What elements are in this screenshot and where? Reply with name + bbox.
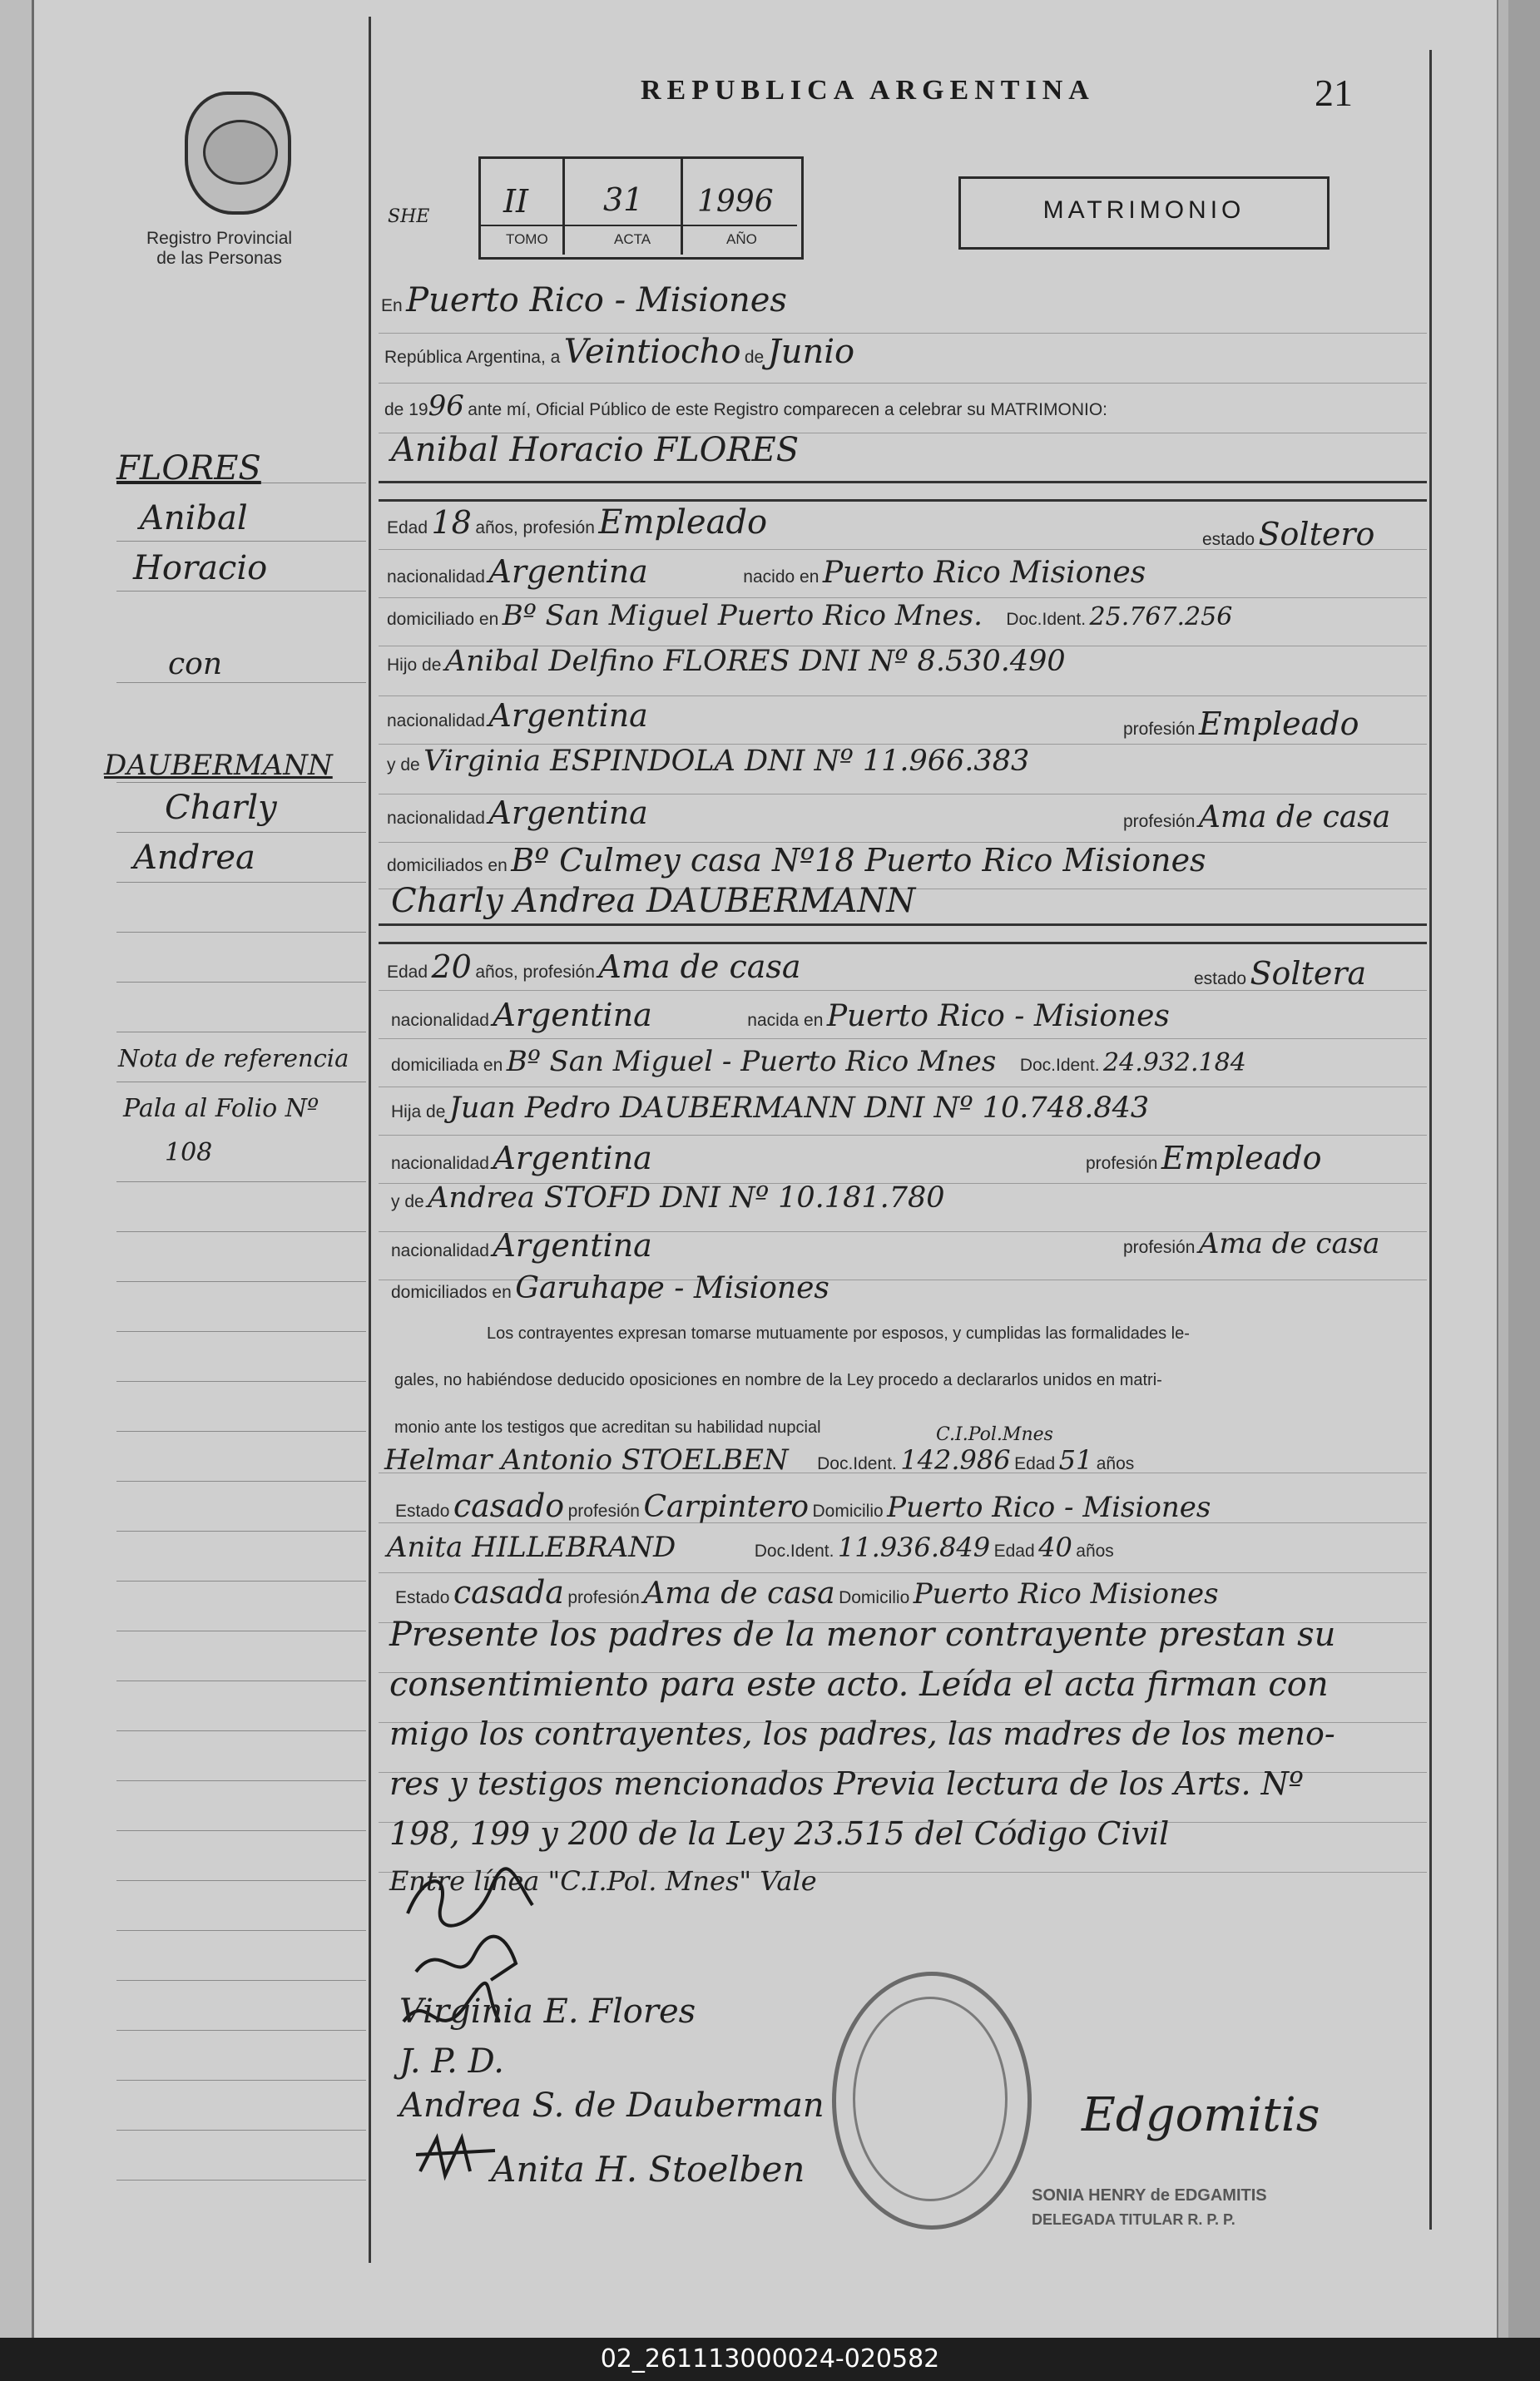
binding xyxy=(1508,0,1540,2338)
witness2-age: 40 xyxy=(1038,1532,1072,1563)
registry-line2: de las Personas xyxy=(156,249,282,268)
line-groom-father xyxy=(387,645,1066,678)
month-value: Junio xyxy=(767,333,855,371)
body-rule-line xyxy=(379,923,1427,926)
observations-line1: Presente los padres de la menor contrayente prestan su xyxy=(389,1616,1336,1654)
witness2-profession: Ama de casa xyxy=(643,1577,835,1611)
witness1-doc: 142.986 xyxy=(900,1444,1011,1476)
margin-rule-line xyxy=(116,1980,366,1981)
doc-ident-label: Doc.Ident. xyxy=(817,1454,897,1473)
en-label: En xyxy=(381,296,403,315)
hija-label: Hija de xyxy=(391,1102,446,1121)
margin-rule-line xyxy=(116,1730,366,1731)
body-rule-line xyxy=(379,383,1427,384)
margin-rule-line xyxy=(116,541,366,542)
margin-rule-line xyxy=(116,1780,366,1781)
y-de-label: y de xyxy=(387,755,420,775)
observations-line4: res y testigos mencionados Previa lectura de los Arts. Nº xyxy=(389,1765,1304,1802)
footer-bar xyxy=(0,2338,1540,2381)
edad-label: Edad xyxy=(993,1542,1035,1561)
de-label: de xyxy=(744,348,765,367)
witness1-doc-type: C.I.Pol.Mnes xyxy=(936,1424,1053,1445)
bride-father-nationality: Argentina xyxy=(493,1140,652,1176)
margin-rule-line xyxy=(116,682,366,683)
anos-profesion-label: años, profesión xyxy=(475,963,595,982)
margin-con: con xyxy=(168,647,223,681)
appear-text: ante mí, Oficial Público de este Registro comparecen a celebrar su MATRIMONIO: xyxy=(468,400,1108,419)
margin-rule-line xyxy=(116,882,366,883)
anos-label: años xyxy=(1076,1542,1114,1561)
binding-edge xyxy=(1497,0,1508,2338)
bride-mother-nationality: Argentina xyxy=(493,1227,652,1264)
doc-ident-label: Doc.Ident. xyxy=(754,1542,834,1561)
signature-anita: Anita H. Stoelben xyxy=(491,2149,805,2190)
body-rule-line xyxy=(379,499,1427,502)
line-bride-age xyxy=(387,948,801,985)
line-groom-age xyxy=(387,503,767,542)
signature-andrea: Andrea S. de Dauberman xyxy=(399,2086,824,2125)
witness2-name: Anita HILLEBRAND xyxy=(387,1531,676,1564)
provincial-seal-icon xyxy=(185,92,291,215)
groom-mother-profession: Ama de casa xyxy=(1198,800,1391,834)
day-value: Veintiocho xyxy=(563,333,741,371)
year-prefix: de 19 xyxy=(384,400,428,419)
groom-doc: 25.767.256 xyxy=(1089,602,1233,631)
margin-rule-line xyxy=(116,1930,366,1931)
groom-nationality: Argentina xyxy=(488,553,648,590)
bride-father-profession: Empleado xyxy=(1161,1140,1322,1176)
registry-name xyxy=(146,229,292,269)
nacionalidad-label: nacionalidad xyxy=(391,1241,489,1260)
line-witness1-details xyxy=(395,1488,1211,1524)
line-bride-parents-address xyxy=(391,1271,829,1305)
observations-line3: migo los contrayentes, los padres, las madres de los meno- xyxy=(389,1715,1335,1752)
margin-rule-line xyxy=(116,1581,366,1582)
groom-father-profession: Empleado xyxy=(1198,705,1359,742)
nacionalidad-label: nacionalidad xyxy=(391,1011,489,1030)
line-groom-status xyxy=(1202,516,1374,552)
margin-rule-line xyxy=(116,1830,366,1831)
footer-code: 02_261113000024-020582 xyxy=(600,2344,940,2374)
line-groom-mother-prof xyxy=(1123,800,1390,834)
margin-rule-line xyxy=(116,932,366,933)
margin-rule-line xyxy=(116,1431,366,1432)
margin-rule xyxy=(369,17,371,2263)
margin-bride-surname: DAUBERMANN xyxy=(104,749,333,782)
margin-rule-line xyxy=(116,1531,366,1532)
box-divider xyxy=(562,156,565,255)
witness1-address: Puerto Rico - Misiones xyxy=(887,1491,1211,1524)
ano-value: 1996 xyxy=(697,185,774,219)
body-rule-line xyxy=(379,1038,1427,1039)
legal-line1: Los contrayentes expresan tomarse mutuamente por esposos, y cumplidas las formalidades le- xyxy=(487,1324,1190,1343)
box-divider xyxy=(681,156,683,255)
margin-rule-line xyxy=(116,982,366,983)
estado-label: Estado xyxy=(395,1588,450,1607)
groom-address: Bº San Miguel Puerto Rico Mnes. xyxy=(502,599,983,632)
line-bride-mother-prof xyxy=(1123,1227,1379,1260)
groom-father-nationality: Argentina xyxy=(488,697,648,734)
line-bride-status xyxy=(1194,955,1366,992)
line-groom-father-nat xyxy=(387,697,648,734)
signature-2 xyxy=(416,1937,516,1980)
profesion-label: profesión xyxy=(567,1588,640,1607)
bride-mother-profession: Ama de casa xyxy=(1198,1227,1380,1260)
nacionalidad-label: nacionalidad xyxy=(391,1154,489,1173)
legal-line2: gales, no habiéndose deducido oposiciones en nombre de la Ley procedo a declararlos unidos en matri- xyxy=(394,1371,1162,1389)
body-rule-line xyxy=(379,942,1427,944)
place-value: Puerto Rico - Misiones xyxy=(406,281,787,319)
legal-line3: monio ante los testigos que acreditan su habilidad nupcial xyxy=(394,1418,821,1437)
margin-rule-line xyxy=(116,591,366,592)
registry-line1: Registro Provincial xyxy=(146,229,293,248)
acta-value: 31 xyxy=(603,181,644,218)
anos-label: años xyxy=(1096,1454,1135,1473)
line-witness1 xyxy=(384,1443,1134,1477)
observations-line2: consentimiento para este acto. Leída el acta firman con xyxy=(389,1666,1329,1704)
domicilio-label: Domicilio xyxy=(839,1588,910,1607)
margin-bride-name1: Charly xyxy=(165,789,277,827)
acta-label: ACTA xyxy=(614,231,651,247)
hijo-label: Hijo de xyxy=(387,656,442,675)
estado-label: estado xyxy=(1202,530,1255,549)
witness1-age: 51 xyxy=(1058,1444,1093,1476)
margin-rule-line xyxy=(116,832,366,833)
year-value: 96 xyxy=(428,389,464,423)
observations-line5: 198, 199 y 200 de la Ley 23.515 del Código Civil xyxy=(389,1815,1170,1852)
doc-ident-label: Doc.Ident. xyxy=(1019,1056,1100,1075)
line-bride-mother xyxy=(391,1181,945,1215)
bride-parents-address: Garuhape - Misiones xyxy=(515,1271,829,1305)
edad-label: Edad xyxy=(387,518,428,537)
edad-label: Edad xyxy=(387,963,428,982)
nacionalidad-label: nacionalidad xyxy=(387,567,485,587)
witness2-doc: 11.936.849 xyxy=(837,1532,991,1563)
margin-rule-line xyxy=(116,1281,366,1282)
nacionalidad-label: nacionalidad xyxy=(387,809,485,828)
margin-groom-name1: Anibal xyxy=(140,499,248,537)
margin-rule-line xyxy=(116,1181,366,1182)
nacida-label: nacida en xyxy=(747,1011,824,1030)
official-name: SONIA HENRY de EDGAMITIS xyxy=(1032,2186,1267,2205)
groom-age: 18 xyxy=(431,504,472,541)
margin-rule-line xyxy=(116,2030,366,2031)
doc-ident-label: Doc.Ident. xyxy=(1006,610,1087,629)
edad-label: Edad xyxy=(1014,1454,1056,1473)
body-rule-line xyxy=(379,695,1427,696)
official-signature: Edgomitis xyxy=(1082,2088,1320,2142)
stamp-inner-ring xyxy=(853,1997,1008,2201)
y-de-label: y de xyxy=(391,1192,424,1211)
bride-mother: Andrea STOFD DNI Nº 10.181.780 xyxy=(428,1181,945,1215)
profesion-label: profesión xyxy=(1123,720,1196,739)
margin-rule-line xyxy=(116,2180,366,2181)
margin-rule-line xyxy=(116,1381,366,1382)
line-witness2-details xyxy=(395,1574,1219,1611)
margin-rule-line xyxy=(116,782,366,783)
signature-6 xyxy=(416,2138,495,2176)
domiciliado-label: domiciliado en xyxy=(387,610,499,629)
margin-rule-line xyxy=(116,1331,366,1332)
witness1-status: casado xyxy=(453,1488,565,1524)
page-number: 21 xyxy=(1315,72,1353,114)
estado-label: estado xyxy=(1194,969,1247,988)
bride-birthplace: Puerto Rico - Misiones xyxy=(826,999,1170,1033)
margin-note-line1: Nota de referencia xyxy=(118,1044,349,1072)
tomo-label: TOMO xyxy=(506,231,548,247)
signature-virginia: Virginia E. Flores xyxy=(399,1992,696,2031)
anos-profesion-label: años, profesión xyxy=(475,518,595,537)
observations-line6: Entre línea "C.I.Pol. Mnes" Vale xyxy=(389,1865,817,1897)
bride-father: Juan Pedro DAUBERMANN DNI Nº 10.748.843 xyxy=(448,1091,1150,1125)
line-groom-mother-nat xyxy=(387,794,648,831)
bride-doc: 24.932.184 xyxy=(1103,1048,1246,1077)
official-title: DELEGADA TITULAR R. P. P. xyxy=(1032,2211,1235,2228)
line-bride-father-nat xyxy=(391,1140,652,1176)
line-place xyxy=(381,281,787,319)
margin-rule-line xyxy=(116,1880,366,1881)
body-rule-line xyxy=(379,597,1427,598)
margin-groom-name2: Horacio xyxy=(133,549,268,587)
margin-rule-line xyxy=(116,1481,366,1482)
line-groom-parents-address xyxy=(387,842,1206,879)
margin-groom-surname: FLORES xyxy=(116,449,261,488)
body-rule-line xyxy=(379,1135,1427,1136)
nacido-label: nacido en xyxy=(743,567,820,587)
groom-father: Anibal Delfino FLORES DNI Nº 8.530.490 xyxy=(444,645,1066,678)
witness2-status: casada xyxy=(453,1574,564,1611)
republica-label: República Argentina, a xyxy=(384,348,561,367)
line-groom-father-prof xyxy=(1123,705,1359,742)
ano-label: AÑO xyxy=(726,231,757,247)
bride-nationality: Argentina xyxy=(493,997,652,1033)
line-date xyxy=(384,333,854,371)
body-rule-line xyxy=(379,1572,1427,1573)
line-groom-mother xyxy=(387,745,1029,778)
book-type: MATRIMONIO xyxy=(1042,196,1245,224)
groom-status: Soltero xyxy=(1258,516,1375,552)
bride-status: Soltera xyxy=(1250,955,1367,992)
line-bride-mother-nat xyxy=(391,1227,652,1264)
domiciliada-label: domiciliada en xyxy=(391,1056,503,1075)
witness2-address: Puerto Rico Misiones xyxy=(913,1577,1219,1611)
box-divider xyxy=(481,225,797,226)
line-bride-address xyxy=(391,1045,1246,1078)
domiciliados-label: domiciliados en xyxy=(391,1283,512,1302)
profesion-label: profesión xyxy=(1123,1238,1196,1257)
line-bride-nationality xyxy=(391,997,1170,1033)
she-label: SHE xyxy=(388,206,430,227)
groom-mother: Virginia ESPINDOLA DNI Nº 11.966.383 xyxy=(423,745,1030,778)
margin-rule-line xyxy=(116,2130,366,2131)
tomo-value: II xyxy=(503,183,529,220)
left-page-edge xyxy=(0,0,34,2338)
margin-note-line2: Pala al Folio Nº xyxy=(123,1094,319,1123)
line-bride-father-prof xyxy=(1086,1140,1321,1176)
bride-age: 20 xyxy=(431,948,472,985)
profesion-label: profesión xyxy=(1123,812,1196,831)
profesion-label: profesión xyxy=(1086,1154,1158,1173)
bride-address: Bº San Miguel - Puerto Rico Mnes xyxy=(506,1045,997,1078)
margin-bride-name2: Andrea xyxy=(133,839,255,877)
margin-rule-line xyxy=(116,2080,366,2081)
witness1-name: Helmar Antonio STOELBEN xyxy=(384,1443,789,1477)
line-witness2 xyxy=(387,1531,1114,1564)
groom-mother-nationality: Argentina xyxy=(488,794,648,831)
domicilio-label: Domicilio xyxy=(812,1502,884,1521)
line-bride-father xyxy=(391,1091,1149,1125)
line-groom-nationality xyxy=(387,553,1146,590)
groom-fullname: Anibal Horacio FLORES xyxy=(391,431,800,469)
nacionalidad-label: nacionalidad xyxy=(387,711,485,730)
estado-label: Estado xyxy=(395,1502,450,1521)
margin-note-line3: 108 xyxy=(165,1138,213,1167)
groom-profession: Empleado xyxy=(598,503,768,542)
country-title: REPUBLICA ARGENTINA xyxy=(641,75,1095,106)
groom-parents-address: Bº Culmey casa Nº18 Puerto Rico Misiones xyxy=(511,842,1206,879)
margin-rule-line xyxy=(116,1231,366,1232)
line-groom-address xyxy=(387,599,1232,632)
signature-jpd: J. P. D. xyxy=(399,2042,504,2081)
bride-profession: Ama de casa xyxy=(598,948,801,985)
groom-birthplace: Puerto Rico Misiones xyxy=(822,556,1146,590)
profesion-label: profesión xyxy=(567,1502,640,1521)
line-year xyxy=(384,389,1107,423)
witness1-profession: Carpintero xyxy=(643,1490,810,1524)
seal-emblem-icon xyxy=(203,120,278,185)
bride-fullname: Charly Andrea DAUBERMANN xyxy=(391,882,916,920)
body-rule-line xyxy=(379,481,1427,483)
right-rule xyxy=(1429,50,1432,2230)
signature-1 xyxy=(408,1869,532,1925)
domiciliados-label: domiciliados en xyxy=(387,856,508,875)
